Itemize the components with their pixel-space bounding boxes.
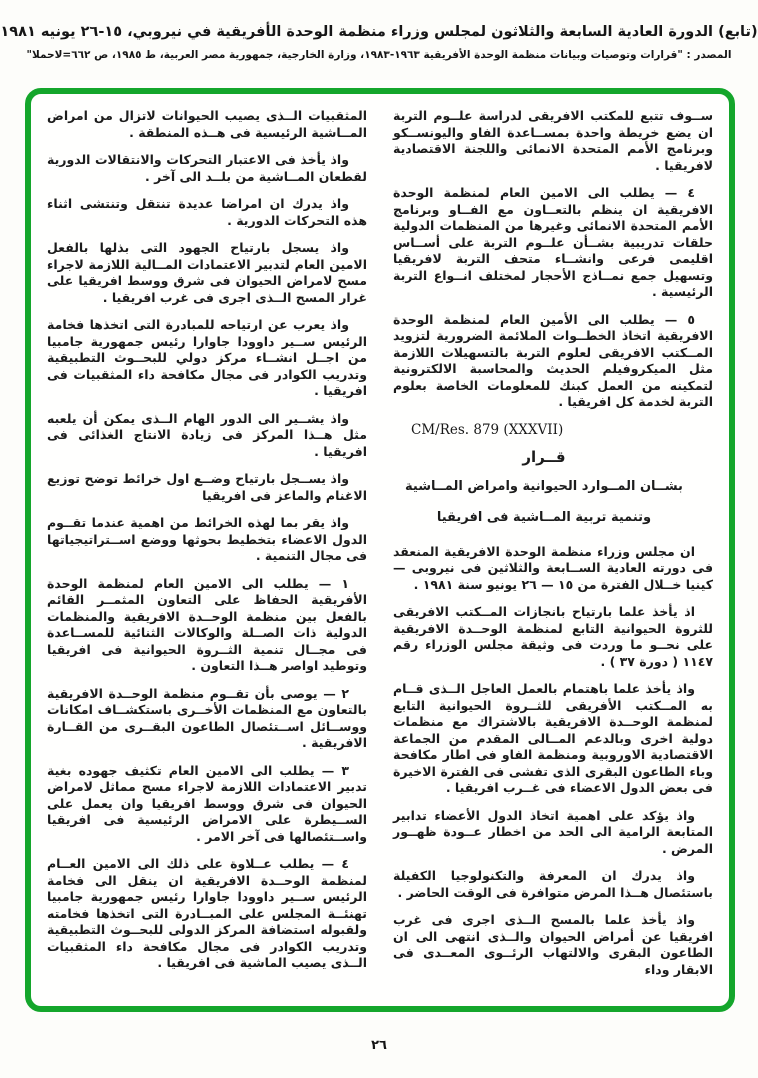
paragraph: واذ يشــير الى الدور الهام الــذى يمكن أن يلعبه مثل هــذا المركز فى زيادة الانتاج الغذائى فى افريقيا . — [47, 410, 367, 459]
paragraph: ١ — يطلب الى الامين العام لمنظمة الوحدة الأفريقية الحفاظ على التعاون المثمــر القائم بالفعل بين منظمة الوحــدة الافريقية والمنظمات الدولية ذات الصــلة والوكالات الثنائية للمســاعدة فى مجــال تنمية الثــروة الحيوانية فى افريقيا وتوطيد اواصر هــذا التعاون . — [47, 575, 367, 673]
paragraph: ان مجلس وزراء منظمة الوحدة الافريقية المنعقد فى دورته العادية الســابعة والثلاثين فى نيروبى — كينيا خــلال الفترة من ١٥ — ٢٦ يونيو سنة ١٩٨١ . — [393, 543, 713, 592]
paragraph: المثقبيات الــذى يصيب الحيوانات لاتزال من امراض المــاشية الرئيسية فى هــذه المنطقة . — [47, 108, 367, 140]
document-border-frame — [25, 88, 735, 1012]
paragraph: واذ يأخذ علما بالمسح الــذى اجرى فى غرب افريقيا عن أمراض الحيوان والــذى انتهى الى ان الطاعون البقرى والالتهاب الرئــوى المعــدى فى الابقار وداء — [393, 912, 713, 977]
paragraph: واذ يؤكد على اهمية اتخاذ الدول الأعضاء تدابير المتابعة الرامية الى الحد من اخطار عــودة ظهــور المرض . — [393, 807, 713, 856]
paragraph: ٤ — يطلب الى الامين العام لمنظمة الوحدة الافريقية ان ينظم بالتعــاون مع الفــاو وبرنامج الأمم المتحدة الانمائى وغيرها من المنظمات الدولية حلقات تدريبية بشــأن علــوم التربة على أســاس اقليمى فرعى وانشــاء متحف التربة لافريقيا وتسهيل جمع نمــاذج الأحجار لمختلف انــواع التربة الرئيسية . — [393, 185, 713, 299]
paragraph: واذ يدرك ان امراضا عديدة تنتقل وتنتشى اثناء هذه التحركات الدورية . — [47, 196, 367, 228]
paragraph: واذ يســجل بارتياح وضــع اول خرائط توضح توزيع الاغنام والماعز فى افريقيا — [47, 471, 367, 503]
page-header — [0, 0, 758, 61]
two-column-layout — [47, 108, 713, 996]
paragraph: ســوف تتبع للمكتب الافريقى لدراسة علــوم التربة ان يضع خريطة واحدة بمســاعدة الفاو واليونســكو وبرنامج الأمم المتحدة الانمائى واللجنة الاقتصادية لافريقيا . — [393, 108, 713, 173]
paragraph: واذ يأخذ علما باهتمام بالعمل العاجل الــذى قــام به المــكتب الأفريقى للثــروة الحيوانية التابع لمنظمة الوحــدة الافريقية بالاشتراك مع منظمات دولية اخرى وبالدعم المــالى المقدم من الجماعة الاقتصادية الاوروبية ومنظمة الفاو فى اطار مكافحة وباء الطاعون البقرى الذى تفشى فى الفترة الاخيرة فى بعض الدول الاعضاء فى غــرب افريقيا . — [393, 681, 713, 795]
resolution-title: قــرار — [522, 448, 566, 466]
paragraph: ٤ — يطلب عــلاوة على ذلك الى الامين العــام لمنظمة الوحــدة الافريقية ان ينقل الى فخامة الرئيس ســير داوودا جاوارا رئيس جمهورية جامبيا تهنئــة المجلس على المبــادرة التى اتخذها فخامته ولقبوله استضافة المركز الدولى للبحــوث التطبيقية وتدريب الكوادر فى مجال مكافحة داء المثقبيات الــذى يصيب الماشية فى افريقيا . — [47, 856, 367, 970]
paragraph: واذ يدرك ان المعرفة والتكنولوجيا الكفيلة باستئصال هــذا المرض متوافرة فى الوقت الحاضر . — [393, 868, 713, 900]
header-session-line: (تابع) الدورة العادية السابعة والثلاثون لمجلس وزراء منظمة الوحدة الأفريقية في نيروبي، ١٥-٢٦ يونيه ١٩٨١ — [0, 24, 758, 40]
resolution-code: CM/Res. 879 (XXXVII) — [411, 421, 564, 438]
resolution-subtitle-1: بشــان المــوارد الحيوانية وامراض المــاشية — [405, 478, 683, 494]
paragraph: ٥ — يطلب الى الأمين العام لمنظمة الوحدة الافريقية اتخاذ الخطــوات الملائمة الضرورية لتزويد المــكتب الافريقى لعلوم التربة بالتسهيلات اللازمة مثل الميكروفيلم الحديث والمحاسبة الالكترونية لتمكينه من العمل كبنك للمعلومات الخاصة بعلوم التربة لخدمة كل افريقيا . — [393, 311, 713, 409]
header-source-line: المصدر : "قرارات وتوصيات وبيانات منظمة الوحدة الأفريقية ١٩٦٣-١٩٨٣، وزارة الخارجية، جمهورية مصر العربية، ط ١٩٨٥، ص ٦٦٢=لاحملا" — [26, 49, 732, 61]
column-left — [47, 108, 367, 996]
paragraph: واذ يقر بما لهذه الخرائط من اهمية عندما تقــوم الدول الاعضاء بتخطيط بحوثها ووضع اســتراتيجياتها فى مجال التنمية . — [47, 515, 367, 563]
page-number: ٢٦ — [371, 1038, 387, 1053]
paragraph: اذ يأخذ علما بارتياح بانجازات المــكتب الافريقى للثروة الحيوانية التابع لمنظمة الوحــدة الافريقية على نحــو ما وردت فى وثيقة مجلس الوزراء رقم ١١٤٧ ( دورة ٣٧ ) . — [393, 604, 713, 669]
paragraph: واذ يسجل بارتياح الجهود التى بذلها بالفعل الامين العام لتدبير الاعتمادات المــالية اللازمة لاجراء مسح لامراض الحيوان فى شرق ووسط افريقيا على غرار المسح الــذى اجرى فى غرب افريقيا . — [47, 240, 367, 305]
paragraph: ٣ — يطلب الى الامين العام تكثيف جهوده بغية تدبير الاعتمادات اللازمة لاجراء مسح مماثل لامراض الحيوان فى شرق ووسط افريقيا وان يعمل على الســيطرة على الامراض الرئيسية فى افريقيا واســتئصالها فى آخر الامر . — [47, 762, 367, 844]
resolution-subtitle-2: وتنمية تربية المــاشية فى افريقيا — [436, 509, 652, 525]
column-right — [393, 108, 713, 996]
paragraph: واذ يأخذ فى الاعتبار التحركات والانتقالات الدورية لقطعان المــاشية من بلــد الى آخر . — [47, 152, 367, 184]
paragraph: واذ يعرب عن ارتياحه للمبادرة التى اتخذها فخامة الرئيس ســير داوودا جاوارا رئيس جمهورية جامبيا من اجــل انشــاء مركز دولي للبحــوث التطبيقية وتدريب الكوادر فى مجال مكافحة داء المثقبيات فى افريقيا . — [47, 317, 367, 398]
paragraph: ٢ — يوصى بأن تقــوم منظمة الوحــدة الافريقية بالتعاون مع المنظمات الأخــرى باستكشــاف امكانات ووســائل اســتئصال الطاعون البقــرى من القــارة الافريقية . — [47, 685, 367, 750]
